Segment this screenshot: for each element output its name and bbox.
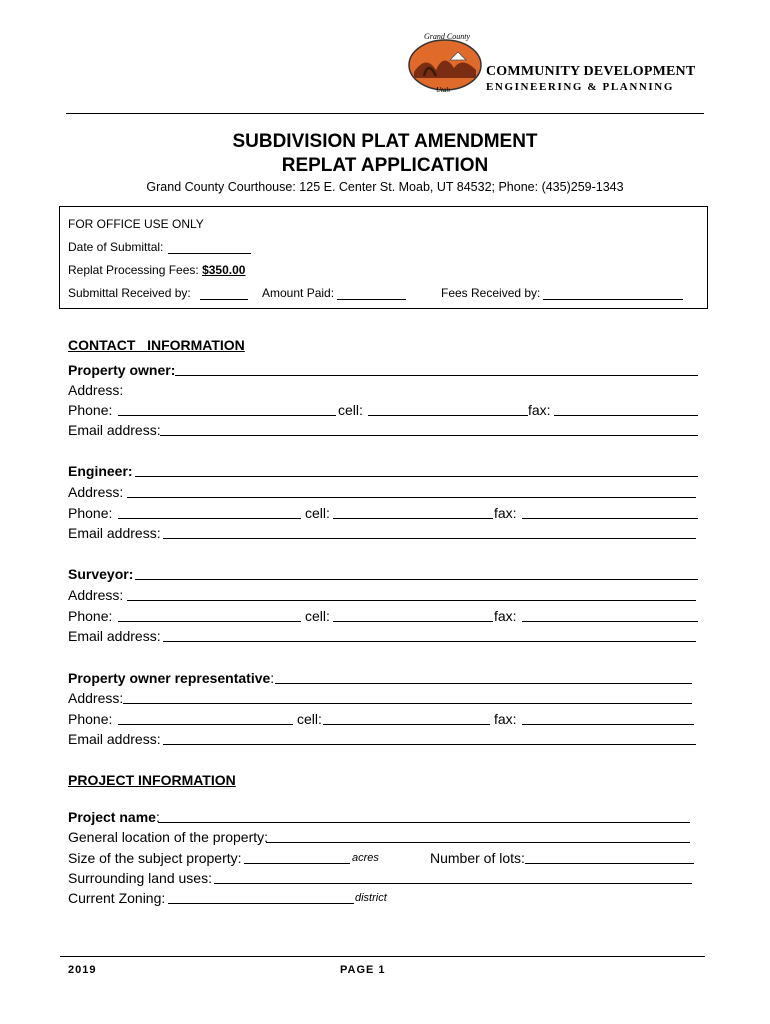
owner-fax-field[interactable] xyxy=(554,415,698,416)
representative-cell-field[interactable] xyxy=(323,724,490,725)
representative-cell-label: cell: xyxy=(297,711,322,727)
owner-cell-label: cell: xyxy=(338,402,363,418)
grand-county-logo xyxy=(406,32,484,96)
representative-colon: : xyxy=(270,670,275,686)
footer-divider xyxy=(60,956,705,957)
district-unit: district xyxy=(355,892,387,904)
owner-cell-field[interactable] xyxy=(368,415,528,416)
engineer-cell-field[interactable] xyxy=(333,518,493,519)
surveyor-fax-label: fax: xyxy=(494,608,517,624)
surveyor-email-label: Email address: xyxy=(68,628,161,644)
representative-address-field[interactable] xyxy=(123,703,692,704)
surveyor-address-field[interactable] xyxy=(127,600,696,601)
representative-email-field[interactable] xyxy=(163,744,696,745)
project-name-field[interactable] xyxy=(158,822,690,823)
surveyor-address-label: Address: xyxy=(68,587,124,603)
representative-phone-label: Phone: xyxy=(68,711,113,727)
surveyor-fax-field[interactable] xyxy=(522,621,698,622)
submittal-received-label: Submittal Received by: xyxy=(68,286,191,300)
engineer-label: Engineer: xyxy=(68,463,133,479)
surveyor-cell-label: cell: xyxy=(305,608,330,624)
courthouse-address: Grand County Courthouse: 125 E. Center St. Moab, UT 84532; Phone: (435)259-1343 xyxy=(146,180,624,194)
submittal-received-field[interactable] xyxy=(200,299,248,300)
project-name-colon: : xyxy=(155,809,160,825)
footer-year: 2019 xyxy=(68,964,97,976)
property-owner-label: Property owner: xyxy=(68,362,176,378)
general-location-field[interactable] xyxy=(266,842,690,843)
engineer-fax-label: fax: xyxy=(494,505,517,521)
replat-fees-value: $350.00 xyxy=(202,263,246,277)
header-divider xyxy=(66,113,704,114)
engineer-fax-field[interactable] xyxy=(522,518,698,519)
engineer-field[interactable] xyxy=(135,476,698,477)
engineer-cell-label: cell: xyxy=(305,505,330,521)
engineer-email-field[interactable] xyxy=(163,538,696,539)
department-subtitle: ENGINEERING & PLANNING xyxy=(486,81,674,93)
logo-top-text: Grand County xyxy=(424,32,470,41)
number-of-lots-label: Number of lots: xyxy=(430,850,525,866)
surveyor-phone-label: Phone: xyxy=(68,608,113,624)
owner-address-label: Address: xyxy=(68,382,124,398)
replat-fees-row xyxy=(68,263,245,277)
owner-email-label: Email address: xyxy=(68,422,161,438)
surveyor-phone-field[interactable] xyxy=(118,621,301,622)
amount-paid-field[interactable] xyxy=(337,299,406,300)
representative-fax-label: fax: xyxy=(494,711,517,727)
amount-paid-label: Amount Paid: xyxy=(262,286,335,300)
current-zoning-label: Current Zoning: xyxy=(68,890,166,906)
department-name: COMMUNITY DEVELOPMENT xyxy=(486,64,696,79)
property-size-field[interactable] xyxy=(244,863,350,864)
general-location-label: General location of the property: xyxy=(68,829,269,845)
owner-fax-label: fax: xyxy=(528,402,551,418)
number-of-lots-field[interactable] xyxy=(525,863,694,864)
property-size-label: Size of the subject property: xyxy=(68,850,242,866)
surveyor-field[interactable] xyxy=(135,579,698,580)
contact-information-heading: CONTACT INFORMATION xyxy=(68,337,245,353)
date-of-submittal-field[interactable] xyxy=(168,253,251,254)
representative-field[interactable] xyxy=(275,683,692,684)
representative-label: Property owner representative xyxy=(68,670,271,686)
representative-fax-field[interactable] xyxy=(522,724,694,725)
page-title-line2: REPLAT APPLICATION xyxy=(281,155,489,176)
surveyor-label: Surveyor: xyxy=(68,566,134,582)
owner-phone-field[interactable] xyxy=(118,415,336,416)
engineer-address-field[interactable] xyxy=(127,497,696,498)
current-zoning-field[interactable] xyxy=(168,903,354,904)
project-information-heading: PROJECT INFORMATION xyxy=(68,772,236,788)
representative-email-label: Email address: xyxy=(68,731,161,747)
project-name-row xyxy=(68,809,160,825)
surveyor-email-field[interactable] xyxy=(163,641,696,642)
office-use-heading: FOR OFFICE USE ONLY xyxy=(68,217,204,231)
date-of-submittal-label: Date of Submittal: xyxy=(68,240,164,254)
engineer-phone-field[interactable] xyxy=(118,518,301,519)
owner-email-field[interactable] xyxy=(160,435,698,436)
property-owner-field[interactable] xyxy=(175,375,698,376)
representative-address-label: Address: xyxy=(68,690,124,706)
engineer-address-label: Address: xyxy=(68,484,124,500)
fees-received-field[interactable] xyxy=(543,299,683,300)
replat-fees-label: Replat Processing Fees: xyxy=(68,263,203,277)
page-number: PAGE 1 xyxy=(340,964,386,976)
engineer-phone-label: Phone: xyxy=(68,505,113,521)
engineer-email-label: Email address: xyxy=(68,525,161,541)
surrounding-land-uses-field[interactable] xyxy=(214,883,692,884)
fees-received-label: Fees Received by: xyxy=(441,286,541,300)
representative-row xyxy=(68,670,274,686)
acres-unit: acres xyxy=(352,852,379,864)
owner-phone-label: Phone: xyxy=(68,402,113,418)
representative-phone-field[interactable] xyxy=(118,724,293,725)
logo-bottom-text: Utah xyxy=(436,86,450,94)
surveyor-cell-field[interactable] xyxy=(333,621,493,622)
page-title-line1: SUBDIVISION PLAT AMENDMENT xyxy=(232,131,538,152)
project-name-label: Project name xyxy=(68,809,156,825)
surrounding-land-uses-label: Surrounding land uses: xyxy=(68,870,212,886)
